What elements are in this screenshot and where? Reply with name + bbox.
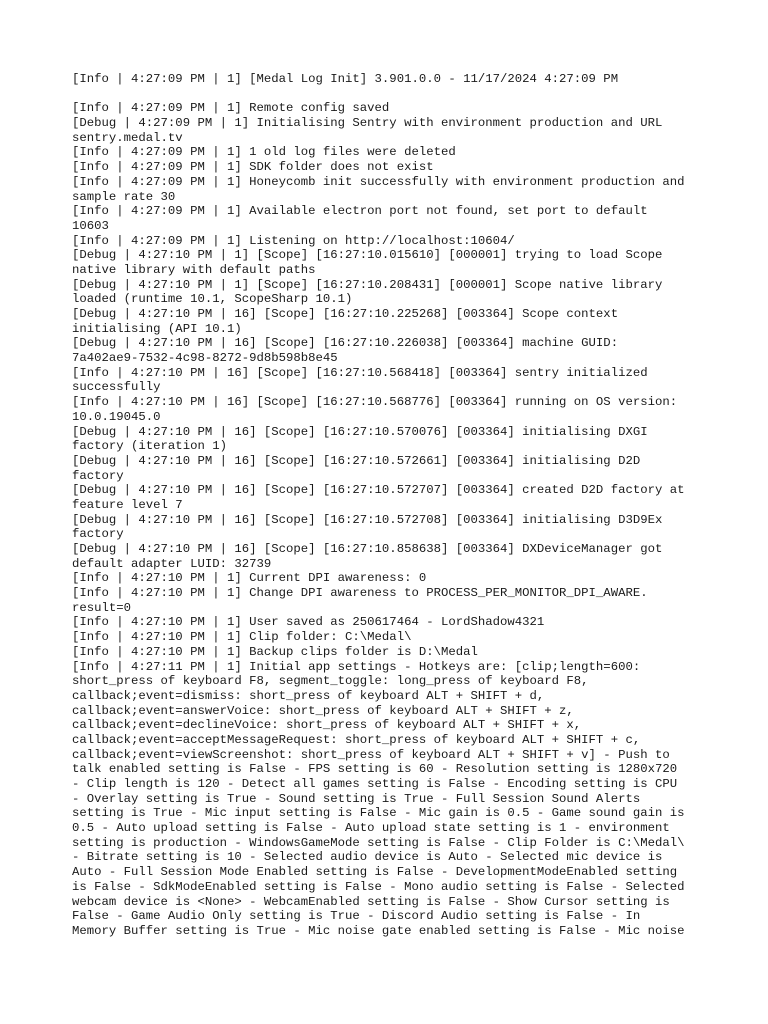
log-line: [Info | 4:27:10 PM | 16] [Scope] [16:27:10.568418] [003364] sentry initialized xyxy=(72,365,648,380)
log-line: Memory Buffer setting is True - Mic noise gate enabled setting is False - Mic noise xyxy=(72,923,685,938)
log-line: [Info | 4:27:09 PM | 1] 1 old log files were deleted xyxy=(72,145,456,160)
log-line: callback;event=viewScreenshot: short_press of keyboard ALT + SHIFT + v] - Push to xyxy=(72,747,670,762)
log-line: 10.0.19045.0 xyxy=(72,409,161,424)
log-line: 0.5 - Auto upload setting is False - Auto upload state setting is 1 - environment xyxy=(72,821,670,836)
log-line: - Overlay setting is True - Sound setting is True - Full Session Sound Alerts xyxy=(72,791,641,806)
log-line: - Bitrate setting is 10 - Selected audio device is Auto - Selected mic device is xyxy=(72,850,663,865)
log-line: [Info | 4:27:10 PM | 1] User saved as 250617464 - LordShadow4321 xyxy=(72,615,545,630)
log-line: is False - SdkModeEnabled setting is False - Mono audio setting is False - Selected xyxy=(72,879,685,894)
log-line: 10603 xyxy=(72,218,109,233)
log-line: setting is production - WindowsGameMode setting is False - Clip Folder is C:\Medal\ xyxy=(72,835,685,850)
log-line: [Debug | 4:27:10 PM | 16] [Scope] [16:27:10.572661] [003364] initialising D2D xyxy=(72,453,641,468)
log-line: sentry.medal.tv xyxy=(72,130,183,145)
log-line: [Info | 4:27:10 PM | 1] Change DPI awareness to PROCESS_PER_MONITOR_DPI_AWARE. xyxy=(72,586,648,601)
log-line: [Debug | 4:27:10 PM | 16] [Scope] [16:27:10.572707] [003364] created D2D factory at xyxy=(72,483,685,498)
log-line: talk enabled setting is False - FPS setting is 60 - Resolution setting is 1280x720 xyxy=(72,762,678,777)
log-line: [Debug | 4:27:09 PM | 1] Initialising Sentry with environment production and URL xyxy=(72,116,663,131)
log-line: factory xyxy=(72,468,124,483)
log-line: Auto - Full Session Mode Enabled setting is False - DevelopmentModeEnabled setting xyxy=(72,865,678,880)
log-line: [Debug | 4:27:10 PM | 16] [Scope] [16:27:10.572708] [003364] initialising D3D9Ex xyxy=(72,512,663,527)
log-line: callback;event=declineVoice: short_press of keyboard ALT + SHIFT + x, xyxy=(72,718,582,733)
log-line: callback;event=acceptMessageRequest: short_press of keyboard ALT + SHIFT + c, xyxy=(72,732,641,747)
log-text-block xyxy=(72,72,700,939)
log-line: initialising (API 10.1) xyxy=(72,321,242,336)
log-line: factory xyxy=(72,527,124,542)
log-line: callback;event=dismiss: short_press of keyboard ALT + SHIFT + d, xyxy=(72,688,545,703)
blank-line xyxy=(72,87,700,102)
log-line: [Debug | 4:27:10 PM | 16] [Scope] [16:27:10.570076] [003364] initialising DXGI xyxy=(72,424,648,439)
log-line: [Info | 4:27:09 PM | 1] Available electron port not found, set port to default xyxy=(72,204,648,219)
log-line: loaded (runtime 10.1, ScopeSharp 10.1) xyxy=(72,292,353,307)
log-line: [Debug | 4:27:10 PM | 16] [Scope] [16:27:10.225268] [003364] Scope context xyxy=(72,307,619,321)
log-line: result=0 xyxy=(72,600,132,615)
log-line: feature level 7 xyxy=(72,497,183,512)
log-line: [Info | 4:27:10 PM | 1] Clip folder: C:\Medal\ xyxy=(72,630,412,645)
log-line: [Info | 4:27:09 PM | 1] Honeycomb init successfully with environment production and xyxy=(72,174,685,189)
log-line: successfully xyxy=(72,380,161,395)
log-line: factory (iteration 1) xyxy=(72,439,227,454)
log-line: webcam device is <None> - WebcamEnabled setting is False - Show Cursor setting is xyxy=(72,894,670,909)
log-line: [Info | 4:27:09 PM | 1] [Medal Log Init] 3.901.0.0 - 11/17/2024 4:27:09 PM xyxy=(72,72,619,86)
log-line: [Info | 4:27:10 PM | 1] Backup clips folder is D:\Medal xyxy=(72,644,478,659)
log-line: [Info | 4:27:10 PM | 16] [Scope] [16:27:10.568776] [003364] running on OS version: xyxy=(72,395,678,410)
log-line: default adapter LUID: 32739 xyxy=(72,556,272,571)
log-line: [Debug | 4:27:10 PM | 1] [Scope] [16:27:10.015610] [000001] trying to load Scope xyxy=(72,248,663,263)
log-line: False - Game Audio Only setting is True - Discord Audio setting is False - In xyxy=(72,909,641,924)
log-line: [Debug | 4:27:10 PM | 16] [Scope] [16:27:10.858638] [003364] DXDeviceManager got xyxy=(72,542,663,556)
log-line: 7a402ae9-7532-4c98-8272-9d8b598b8e45 xyxy=(72,351,338,366)
log-line: sample rate 30 xyxy=(72,189,176,204)
log-line: callback;event=answerVoice: short_press of keyboard ALT + SHIFT + z, xyxy=(72,703,574,718)
log-line: - Clip length is 120 - Detect all games setting is False - Encoding setting is CPU xyxy=(72,777,678,791)
log-line: [Info | 4:27:09 PM | 1] Listening on http://localhost:10604/ xyxy=(72,233,515,248)
log-line: [Info | 4:27:11 PM | 1] Initial app settings - Hotkeys are: [clip;length=600: xyxy=(72,659,641,674)
log-line: [Debug | 4:27:10 PM | 1] [Scope] [16:27:10.208431] [000001] Scope native library xyxy=(72,277,663,292)
log-line: native library with default paths xyxy=(72,262,316,277)
log-line: [Info | 4:27:09 PM | 1] SDK folder does not exist xyxy=(72,160,434,175)
log-line: [Info | 4:27:10 PM | 1] Current DPI awareness: 0 xyxy=(72,571,427,586)
log-line: [Info | 4:27:09 PM | 1] Remote config saved xyxy=(72,101,390,116)
log-line: short_press of keyboard F8, segment_toggle: long_press of keyboard F8, xyxy=(72,674,589,689)
log-line: [Debug | 4:27:10 PM | 16] [Scope] [16:27:10.226038] [003364] machine GUID: xyxy=(72,336,619,351)
log-line: setting is True - Mic input setting is False - Mic gain is 0.5 - Game sound gain is xyxy=(72,806,685,821)
